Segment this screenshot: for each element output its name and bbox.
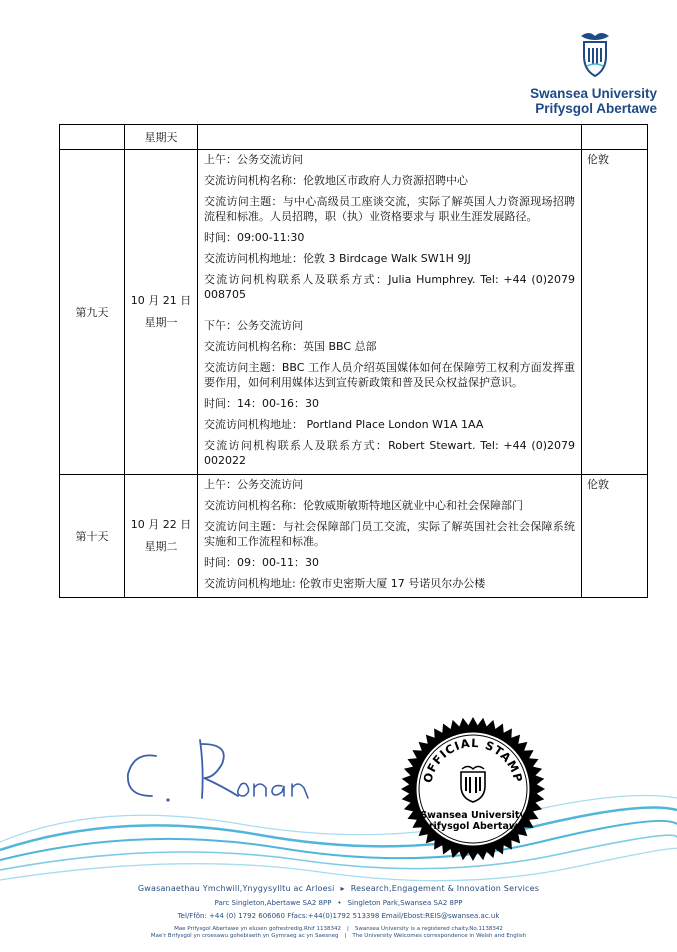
footer-address: Parc Singleton,Abertawe SA2 8PP • Singleton Park,Swansea SA2 8PP [214, 899, 463, 907]
activity-line: 交流访问机构地址: 伦敦市史密斯大厦 17 号诺贝尔办公楼 [204, 577, 486, 590]
date-label: 10 月 22 日 [130, 518, 192, 531]
activity-line: 交流访问机构名称：伦敦地区市政府人力资源招聘中心 [204, 174, 468, 187]
activity-line: 交流访问机构地址：伦敦 3 Birdcage Walk SW1H 9JJ [204, 252, 471, 265]
content-cell [198, 150, 582, 475]
footer-services: Gwasanaethau Ymchwill,Ynygysylltu ac Arloesi ▸ Research,Engagement & Innovation Services [137, 884, 540, 893]
itinerary-table [59, 124, 648, 598]
handwritten-signature [118, 734, 328, 814]
logo-name-welsh: Prifysgol Abertawe [535, 101, 657, 116]
stamp-line-2: Prifysgol Abertawe [421, 821, 525, 832]
weekday-label: 星期二 [144, 540, 178, 553]
footer-charity-english: Swansea University is a registered chaity.No.1138342 [354, 926, 503, 932]
activity-line: 时间：14：00-16：30 [204, 397, 319, 410]
table-row [60, 475, 648, 598]
date-cell [125, 475, 198, 598]
weekday-cell [125, 125, 198, 150]
day-cell [60, 125, 125, 150]
activity-line: 交流访问主题：与中心高级员工座谈交流，实际了解英国人力资源现场招聘流程和标准。人员招聘，职（执）业资格要求与 职业生涯发展路径。 [204, 195, 575, 223]
activity-line: 时间：09：00-11：30 [204, 556, 319, 569]
footer-language: Mae'r Brifysgol yn croesawu gohebiaeth yn Gymraeg ac yn Saesneg | The University Welcomes correspondence in Welsh and English [150, 933, 527, 939]
footer-contact: Tel/Ffôn: +44 (0) 1792 606060 Ffacs:+44(0)1792 513398 Email/Ebost:REIS@swansea.ac.uk [177, 912, 500, 920]
table-row [60, 125, 648, 150]
activity-line: 交流访问机构联系人及联系方式：Robert Stewart. Tel: +44 (0)2079 002022 [204, 439, 575, 467]
footer-language-english: The University Welcomes correspondence in Welsh and English [352, 933, 527, 939]
stamp-top-text: OFFICIAL STAMP [420, 735, 526, 785]
activity-line: 上午：公务交流访问 [204, 153, 303, 166]
activity-line: 时间：09:00-11:30 [204, 231, 305, 244]
weekday-label: 星期一 [144, 316, 178, 329]
stamp-line-1: Swansea University [420, 810, 526, 821]
activity-line: 交流访问主题：与社会保障部门员工交流，实际了解英国社会社会保障系统实施和工作流程和标准。 [204, 520, 575, 548]
activity-line: 交流访问机构名称：英国 BBC 总部 [204, 340, 377, 353]
activity-line: 交流访问机构联系人及联系方式：Julia Humphrey. Tel: +44 (0)2079 008705 [204, 273, 575, 301]
city-label: 伦敦 [587, 153, 609, 166]
official-stamp [398, 714, 548, 864]
day-cell [60, 150, 125, 475]
content-cell [198, 475, 582, 598]
date-cell [125, 150, 198, 475]
wave-decoration [0, 790, 677, 890]
footer-services-welsh: Gwasanaethau Ymchwill,Ynygysylltu ac Arloesi [137, 884, 335, 893]
city-cell [582, 475, 648, 598]
footer-charity: Mae Prifysgol Abertawe yn elusen gofrestredig.Rhif 1138342 | Swansea University is a registered chaity.No.1138342 [174, 926, 503, 932]
letterhead-footer [0, 884, 677, 940]
activity-line: 交流访问机构名称：伦敦威斯敏斯特地区就业中心和社会保障部门 [204, 499, 523, 512]
day-cell [60, 475, 125, 598]
activity-line: 交流访问主题：BBC 工作人员介绍英国媒体如何在保障劳工权利方面发挥重要作用，如何利用媒体达到宣传新政策和普及民众权益保护意识。 [204, 361, 575, 389]
footer-charity-welsh: Mae Prifysgol Abertawe yn elusen gofrestredig.Rhif 1138342 [174, 926, 341, 932]
university-logo [520, 28, 665, 120]
day-label: 第九天 [75, 305, 109, 319]
city-cell [582, 125, 648, 150]
table-row [60, 150, 648, 475]
swansea-crest-icon [575, 28, 615, 80]
logo-name-english: Swansea University [530, 86, 657, 101]
city-label: 伦敦 [587, 478, 609, 491]
activity-line: 交流访问机构地址： Portland Place London W1A 1AA [204, 418, 484, 431]
content-cell [198, 125, 582, 150]
footer-services-english: Research,Engagement & Innovation Services [350, 884, 540, 893]
day-label: 第十天 [75, 529, 109, 543]
footer-language-welsh: Mae'r Brifysgol yn croesawu gohebiaeth yn Gymraeg ac yn Saesneg [150, 933, 339, 939]
date-label: 10 月 21 日 [130, 294, 192, 307]
footer-address-welsh: Parc Singleton,Abertawe SA2 8PP [214, 899, 332, 907]
city-cell [582, 150, 648, 475]
activity-line: 下午：公务交流访问 [204, 319, 303, 332]
weekday-label: 星期天 [144, 130, 178, 144]
footer-address-english: Singleton Park,Swansea SA2 8PP [347, 899, 463, 907]
activity-line: 上午：公务交流访问 [204, 478, 303, 491]
